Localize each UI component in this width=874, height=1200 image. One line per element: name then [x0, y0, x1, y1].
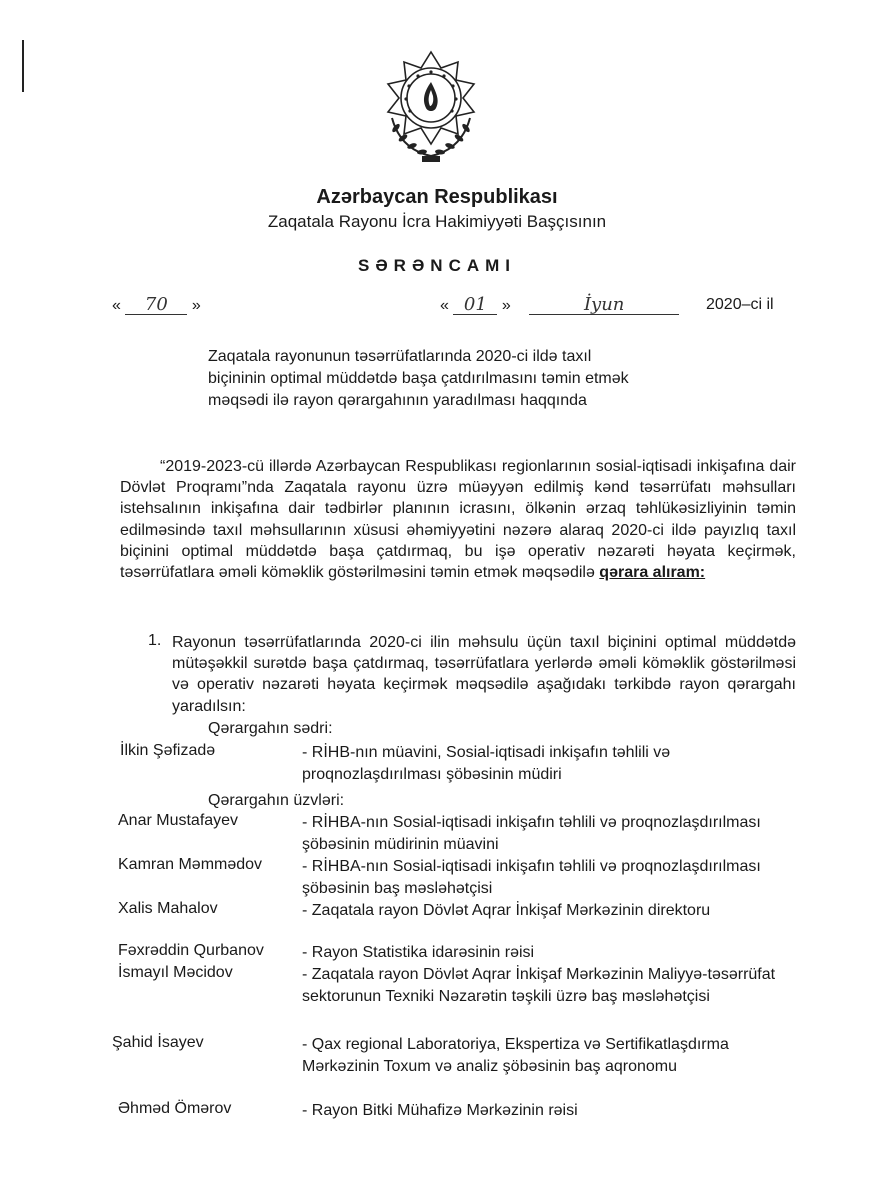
state-emblem-icon [378, 48, 484, 166]
republic-title: Azərbaycan Respublikası [316, 186, 558, 208]
preamble-paragraph: “2019-2023-cü illərdə Azərbaycan Respublikası regionlarının sosial-iqtisadi inkişafına dair Dövlət Proqramı”nda Zaqatala rayonu üzrə müəyyən edilmiş kənd təsərrüfatı məhsulları istehsalının inkişafına dair tədbirlər planının icrasını, ölkənin ərzaq təhlükəsizliyinin təmin edilməsində taxıl məhsullarının xüsusi əhəmiyyətini nəzərə alaraq 2020-ci ildə payızlıq taxıl biçinini optimal müddətdə başa çatdırmaq, bu işə operativ nəzarəti həyata keçirmək, təsərrüfatlara əməli köməklik göstərilməsini təmin etmək məqsədilə qərara alıram: [120, 458, 796, 582]
member-role: - Rayon Statistika idarəsinin rəisi [302, 944, 535, 961]
document-subject: Zaqatala rayonunun təsərrüfatlarında 2020-ci ildə taxıl biçininin optimal müddətdə başa çatdırılmasını təmin etmək məqsədi ilə rayon qərargahının yaradılması haqqında [208, 348, 629, 409]
member-role: - Zaqatala rayon Dövlət Aqrar İnkişaf Mərkəzinin direktoru [302, 902, 711, 919]
member-name: Şahid İsayev [112, 1034, 204, 1051]
member-name: Kamran Məmmədov [118, 856, 263, 873]
member-name: Xalis Mahalov [118, 900, 218, 917]
document-year: 2020–ci il [706, 296, 774, 313]
document-number: 70 [125, 296, 187, 315]
members-heading: Qərargahın üzvləri: [208, 792, 345, 809]
decree-phrase: qərara alıram: [599, 564, 706, 582]
chair-role: - RİHB-nın müavini, Sosial-iqtisadi inkişafın təhlili və proqnozlaşdırılması şöbəsinin müdiri [302, 744, 671, 783]
member-name: Anar Mustafayev [118, 812, 239, 829]
member-role: - Rayon Bitki Mühafizə Mərkəzinin rəisi [302, 1102, 578, 1119]
member-role: - RİHBA-nın Sosial-iqtisadi inkişafın təhlili və proqnozlaşdırılması şöbəsinin müdirinin müavini [302, 814, 761, 853]
document-day: 01 [453, 296, 497, 315]
chair-name: İlkin Şəfizadə [120, 742, 216, 759]
member-role: - Qax regional Laboratoriya, Ekspertiza və Sertifikatlaşdırma Mərkəzinin Toxum və analiz şöbəsinin baş aqronomu [302, 1036, 729, 1075]
member-role: - RİHBA-nın Sosial-iqtisadi inkişafın təhlili və proqnozlaşdırılması şöbəsinin baş məsləhətçisi [302, 858, 761, 897]
document-date-field: « 01 » İyun [440, 296, 679, 315]
document-month: İyun [529, 296, 679, 315]
member-name: Fəxrəddin Qurbanov [118, 942, 264, 959]
item-number: 1. [148, 632, 162, 649]
member-name: Əhməd Ömərov [118, 1100, 232, 1117]
authority-title: Zaqatala Rayonu İcra Hakimiyyəti Başçısının [267, 212, 607, 231]
member-role: - Zaqatala rayon Dövlət Aqrar İnkişaf Mərkəzinin Maliyyə-təsərrüfat sektorunun Texniki Nəzarətin təşkili üzrə baş məsləhətçisi [302, 966, 776, 1005]
document-type: SƏRƏNCAMI [357, 256, 517, 275]
chair-heading: Qərargahın sədri: [208, 720, 333, 737]
item-text: Rayonun təsərrüfatlarında 2020-ci ilin məhsulu üçün taxıl biçinini optimal müddətdə mütəşəkkil surətdə başa çatdırmaq, təsərrüfatlara yerlərdə əməli köməklik göstərilməsi və operativ nəzarəti həyata keçirmək məqsədilə aşağıdakı tərkibdə rayon qərargahı yaradılsın: [172, 634, 796, 715]
margin-line [22, 40, 24, 92]
document-number-field: « 70 » [112, 294, 201, 315]
member-name: İsmayıl Məcidov [118, 964, 233, 981]
